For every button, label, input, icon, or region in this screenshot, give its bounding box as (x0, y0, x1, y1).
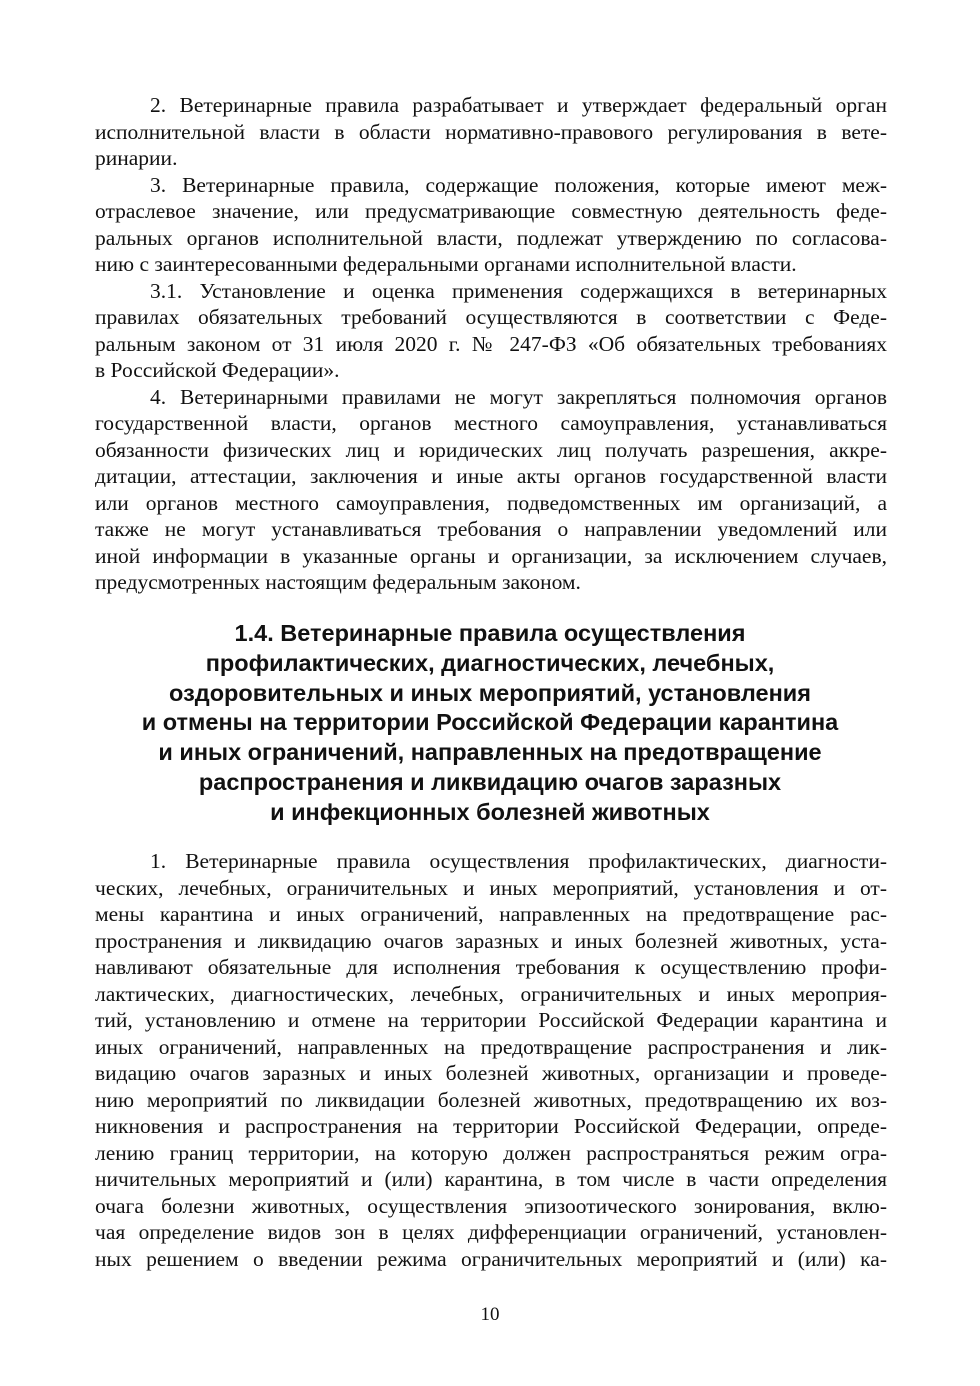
text-line: тий, установлению и отмене на территории Российской Федерации карантина и (95, 1008, 887, 1032)
paragraph (95, 172, 887, 278)
text-line: иной информации в указанные органы и организации, за исключением случаев, (95, 543, 887, 568)
text-line: 2. Ветеринарные правила разрабатывает и утверждает федеральный орган (150, 93, 887, 117)
heading-line: и инфекционных болезней животных (270, 798, 710, 825)
text-line: предусмотренных настоящим федеральным законом. (95, 570, 581, 594)
paragraph (95, 92, 887, 172)
heading-line: и иных ограничений, направленных на предотвращение (158, 739, 822, 766)
text-line: отраслевое значение, или предусматривающие совместную деятельность феде- (95, 199, 887, 223)
text-line: исполнительной власти в области нормативно-правового регулирования в вете- (95, 119, 887, 144)
text-line: ных решением о введении режима ограничительных мероприятий и (или) ка- (95, 1246, 887, 1271)
paragraph (95, 848, 887, 1272)
text-line: очага болезни животных, осуществления эпизоотического зонирования, вклю- (95, 1193, 887, 1218)
text-line: дитации, аттестации, заключения и иные акты органов государственной власти (95, 464, 887, 488)
text-line: в Российской Федерации». (95, 358, 340, 382)
text-line: пространения и ликвидацию очагов заразных и иных болезней животных, уста- (95, 928, 887, 953)
text-line: ральным законом от 31 июля 2020 г. № 247-ФЗ «Об обязательных требованиях (95, 331, 887, 356)
text-line: 3.1. Установление и оценка применения содержащихся в ветеринарных (150, 278, 887, 303)
heading-line: и отмены на территории Российской Федерации карантина (141, 709, 839, 736)
body-text-bottom (95, 848, 887, 1272)
text-line: ринарии. (95, 146, 178, 170)
text-line: государственной власти, органов местного самоуправления, устанавливаться (95, 411, 887, 435)
heading-line: 1.4. Ветеринарные правила осуществления (234, 620, 746, 646)
text-line: лактических, диагностических, лечебных, ограничительных и иных мероприя- (95, 981, 887, 1006)
text-line: или органов местного самоуправления, подведомственных им организаций, а (95, 490, 887, 515)
heading-line: распространения и ликвидацию очагов заразных (198, 768, 782, 795)
text-line: навливают обязательные для исполнения требования к осуществлению профи- (95, 955, 887, 979)
text-line: видацию очагов заразных и иных болезней животных, организации и проведе- (95, 1061, 887, 1085)
paragraph (95, 278, 887, 384)
text-line: 1. Ветеринарные правила осуществления профилактических, диагности- (150, 849, 887, 873)
text-line: нию мероприятий по ликвидации болезней животных, предотвращению их воз- (95, 1087, 887, 1112)
text-line: иных ограничений, направленных на предотвращение распространения и лик- (95, 1034, 887, 1059)
text-line: правилах обязательных требований осуществляются в соответствии с Феде- (95, 305, 887, 329)
text-line: 3. Ветеринарные правила, содержащие положения, которые имеют меж- (150, 172, 887, 197)
heading-line: оздоровительных и иных мероприятий, установления (169, 679, 811, 706)
page-number: 10 (480, 1304, 500, 1325)
text-line: чая определение видов зон в целях дифференциации ограничений, установлен- (95, 1220, 887, 1244)
paragraph (95, 384, 887, 596)
section-heading (60, 619, 920, 828)
text-line: ничительных мероприятий и (или) карантина, в том числе в части определения (95, 1167, 887, 1191)
heading-line: профилактических, диагностических, лечебных, (205, 649, 775, 676)
text-line: также не могут устанавливаться требования о направлении уведомлений или (95, 517, 887, 541)
text-line: нию с заинтересованными федеральными органами исполнительной власти. (95, 252, 797, 276)
text-line: 4. Ветеринарными правилами не могут закрепляться полномочия органов (150, 384, 887, 409)
text-line: обязанности физических лиц и юридических лиц получать разрешения, аккре- (95, 437, 887, 462)
text-line: лению границ территории, на которую должен распространяться режим огра- (95, 1140, 887, 1165)
text-line: ческих, лечебных, ограничительных и иных мероприятий, установления и от- (95, 875, 887, 900)
text-line: мены карантина и иных ограничений, направленных на предотвращение рас- (95, 902, 887, 926)
text-line: ральных органов исполнительной власти, подлежат утверждению по согласова- (95, 225, 887, 250)
body-text-top (95, 92, 887, 596)
text-line: никновения и распространения на территории Российской Федерации, опреде- (95, 1114, 887, 1138)
